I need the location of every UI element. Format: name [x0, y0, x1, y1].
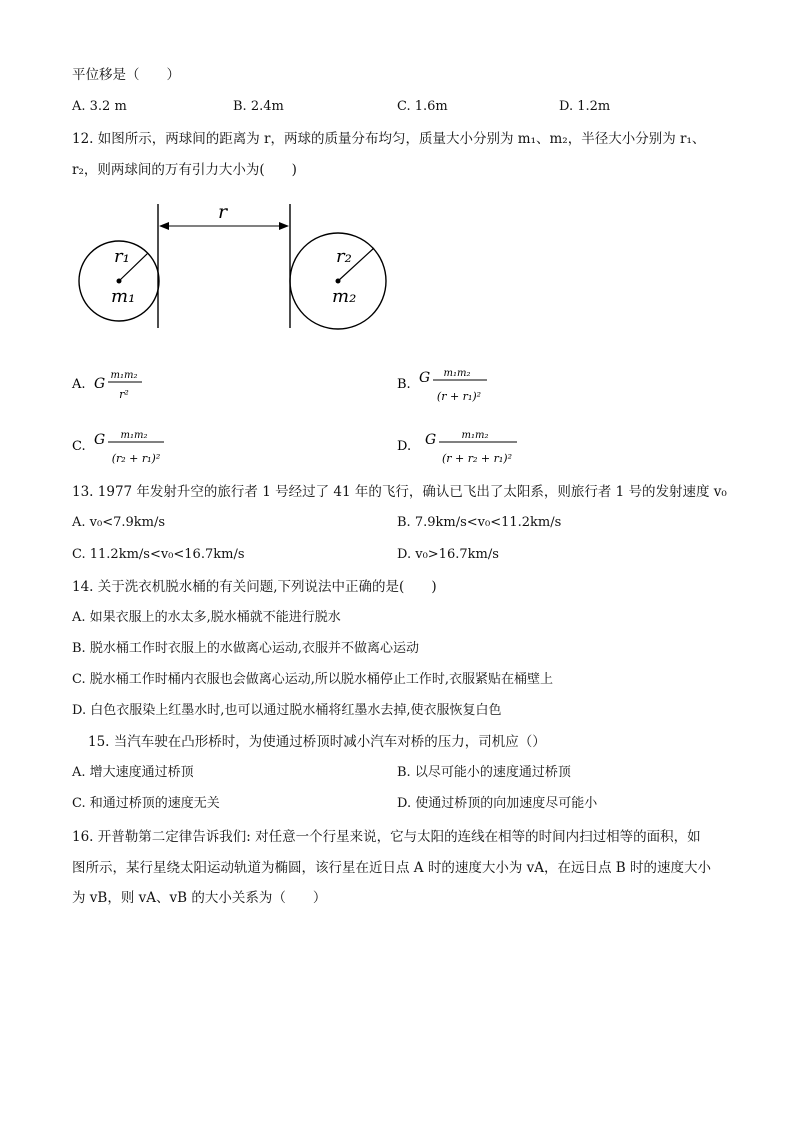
svg-text:C.: C.	[72, 439, 86, 454]
q13-stem: 13. 1977 年发射升空的旅行者 1 号经过了 41 年的飞行，确认已飞出了太阳系，则旅行者 1 号的发射速度 v₀	[72, 484, 727, 500]
sphere-2-center	[336, 279, 341, 284]
sphere-1-center	[117, 279, 122, 284]
q15-option-d: D. 使通过桥顶的向加速度尽可能小	[397, 796, 598, 811]
q16-stem-line3: 为 vB，则 vA、vB 的大小关系为（ ）	[72, 890, 327, 906]
svg-text:m₁m₂: m₁m₂	[120, 430, 148, 441]
q15-option-b: B. 以尽可能小的速度通过桥顶	[397, 765, 571, 780]
q13-option-a: A. v₀<7.9km/s	[72, 515, 166, 530]
svg-text:m₁m₂: m₁m₂	[461, 430, 489, 441]
svg-text:r²: r²	[119, 388, 129, 401]
svg-text:G: G	[419, 370, 431, 386]
q12-stem-line2: r₂，则两球间的万有引力大小为( )	[72, 162, 297, 178]
sphere-2-radius-label: r₂	[336, 246, 352, 267]
q12-stem-line1: 12. 如图所示，两球间的距离为 r，两球的质量分布均匀，质量大小分别为 m₁、m₂，半径大小分别为 r₁、	[72, 131, 706, 147]
q13-option-b: B. 7.9km/s<v₀<11.2km/s	[397, 515, 562, 530]
q11-stem-tail: 平位移是（ ）	[72, 67, 180, 83]
sphere-1-mass-label: m₁	[111, 286, 136, 307]
q11-option-b: B. 2.4m	[233, 99, 284, 114]
q11-option-c: C. 1.6m	[397, 99, 448, 114]
q14-option-c: C. 脱水桶工作时桶内衣服也会做离心运动,所以脱水桶停止工作时,衣服紧贴在桶壁上	[72, 672, 554, 687]
sphere-1-radius-label: r₁	[114, 246, 130, 267]
sphere-2-mass-label: m₂	[332, 286, 357, 307]
arrowhead-left	[159, 222, 169, 230]
svg-text:B.: B.	[397, 377, 411, 392]
q16-stem-line2: 图所示，某行星绕太阳运动轨道为椭圆，该行星在近日点 A 时的速度大小为 vA，在远日点 B 时的速度大小	[72, 860, 712, 876]
svg-text:m₁m₂: m₁m₂	[443, 368, 471, 379]
svg-text:G: G	[94, 376, 106, 392]
q12-option-b	[395, 362, 535, 406]
q13-option-c: C. 11.2km/s<v₀<16.7km/s	[72, 547, 245, 562]
q11-option-d: D. 1.2m	[559, 99, 611, 114]
svg-text:m₁m₂: m₁m₂	[110, 370, 138, 381]
svg-text:G: G	[94, 432, 106, 448]
svg-text:D.: D.	[397, 439, 412, 454]
q12-option-d	[395, 424, 555, 470]
q16-stem-line1: 16. 开普勒第二定律告诉我们: 对任意一个行星来说，它与太阳的连线在相等的时间内扫过相等的面积，如	[72, 829, 701, 845]
q14-option-a: A. 如果衣服上的水太多,脱水桶就不能进行脱水	[72, 610, 341, 625]
q12-option-c	[70, 424, 210, 470]
q15-stem: 15. 当汽车驶在凸形桥时，为使通过桥顶时减小汽车对桥的压力，司机应（）	[88, 734, 546, 750]
arrowhead-right	[279, 222, 289, 230]
q12-two-spheres-figure	[70, 196, 400, 336]
q15-option-a: A. 增大速度通过桥顶	[72, 765, 194, 780]
q12-option-a	[70, 362, 190, 406]
svg-text:(r + r₁)²: (r + r₁)²	[436, 390, 482, 403]
svg-text:(r + r₂ + r₁)²: (r + r₂ + r₁)²	[441, 452, 513, 465]
q15-option-c: C. 和通过桥顶的速度无关	[72, 796, 220, 811]
svg-text:(r₂ + r₁)²: (r₂ + r₁)²	[111, 452, 161, 465]
q14-option-d: D. 白色衣服染上红墨水时,也可以通过脱水桶将红墨水去掉,使衣服恢复白色	[72, 703, 502, 718]
q14-option-b: B. 脱水桶工作时衣服上的水做离心运动,衣服并不做离心运动	[72, 641, 419, 656]
q11-option-a: A. 3.2 m	[72, 99, 127, 114]
q13-option-d: D. v₀>16.7km/s	[397, 547, 499, 562]
q14-stem: 14. 关于洗衣机脱水桶的有关问题,下列说法中正确的是( )	[72, 579, 437, 595]
svg-text:A.: A.	[72, 377, 86, 392]
distance-label: r	[218, 201, 228, 223]
svg-text:G: G	[425, 432, 437, 448]
